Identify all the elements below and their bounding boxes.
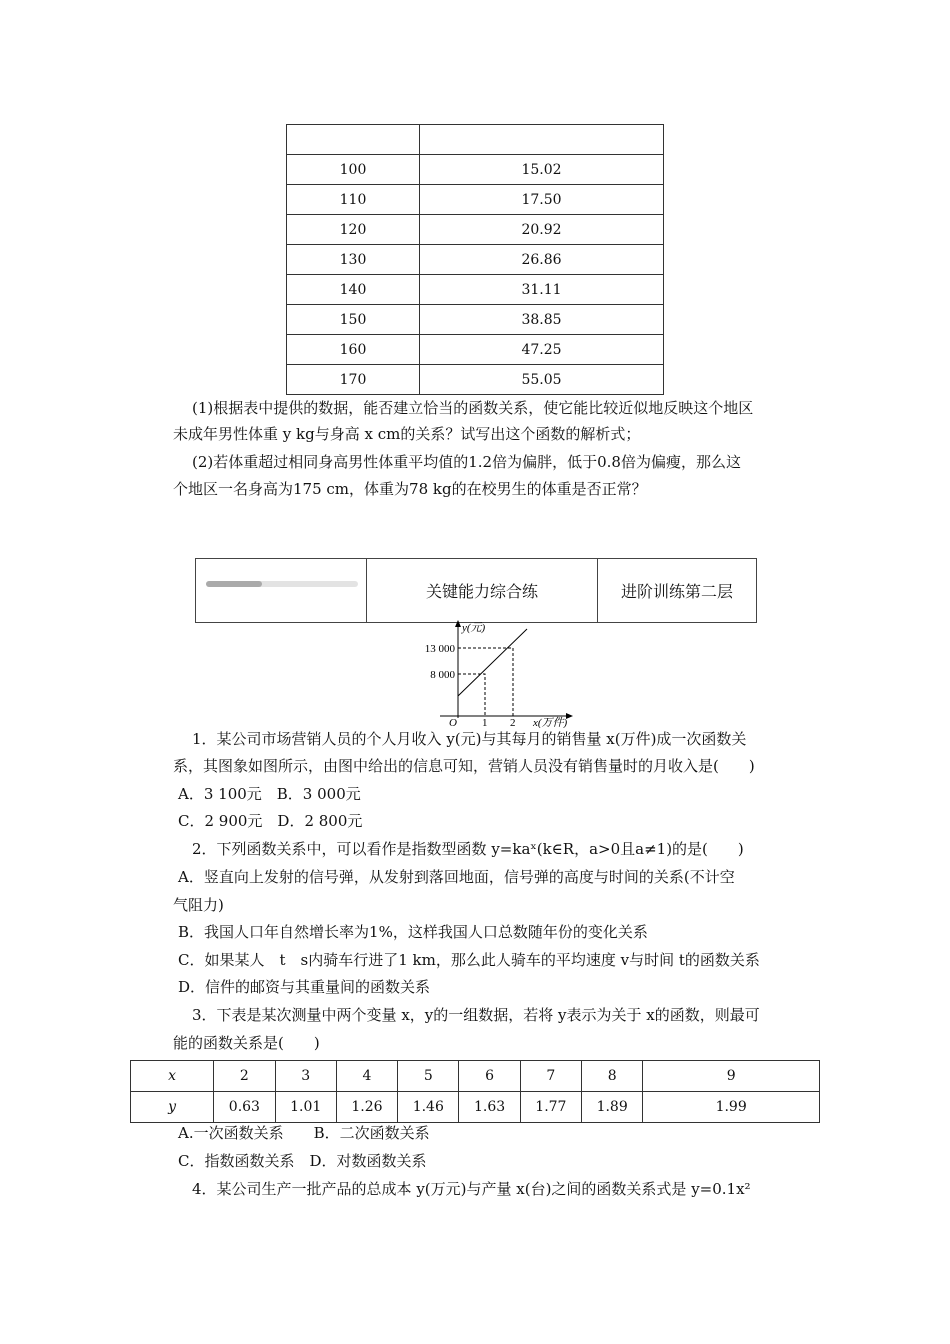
x-tick: 2 [510, 717, 516, 728]
height-weight-table [286, 124, 664, 395]
guide-lines [458, 648, 513, 716]
table-row [287, 125, 664, 155]
table-cell: 7 [520, 1061, 581, 1092]
table-cell [287, 125, 420, 155]
table-cell: x [131, 1061, 214, 1092]
option-line: A．3 100元 B．3 000元 [178, 785, 361, 803]
option-line: A．竖直向上发射的信号弹，从发射到落回地面，信号弹的高度与时间的关系(不计空 [178, 868, 735, 886]
table-cell: 1.99 [643, 1092, 820, 1123]
text-line: 2．下列函数关系中，可以看作是指数型函数 y=kaˣ(k∈R，a>0且a≠1)的是( ) [192, 840, 744, 858]
table-cell: 26.86 [420, 245, 664, 275]
table-cell: 120 [287, 215, 420, 245]
table-cell: 20.92 [420, 215, 664, 245]
table-row [131, 1092, 820, 1123]
table-cell: y [131, 1092, 214, 1123]
income-line [458, 629, 527, 696]
text-line: 个地区一名身高为175 cm，体重为78 kg的在校男生的体重是否正常？ [173, 480, 647, 498]
y-tick: 13 000 [424, 643, 455, 655]
xy-data-table [130, 1060, 820, 1123]
option-line: C．如果某人 t s内骑车行进了1 km，那么此人骑车的平均速度 v与时间 t的函数关系 [178, 951, 760, 969]
table-cell: 8 [582, 1061, 643, 1092]
table-row [287, 185, 664, 215]
table-cell: 1.77 [520, 1092, 581, 1123]
origin-label: O [449, 717, 457, 728]
option-line: C．指数函数关系 D．对数函数关系 [178, 1152, 427, 1170]
table-cell: 3 [275, 1061, 336, 1092]
text-line: 1．某公司市场营销人员的个人月收入 y(元)与其每月的销售量 x(万件)成一次函数关 [192, 730, 747, 748]
banner-level: 进阶训练第二层 [620, 582, 733, 601]
option-line: D．信件的邮资与其重量间的函数关系 [178, 978, 431, 996]
text-line: 4．某公司生产一批产品的总成本 y(万元)与产量 x(台)之间的函数关系式是 y=0.1x² [192, 1180, 751, 1198]
y-tick: 8 000 [430, 669, 455, 681]
table-cell: 47.25 [420, 335, 664, 365]
table-row [287, 305, 664, 335]
table-cell: 17.50 [420, 185, 664, 215]
table-cell: 1.26 [336, 1092, 397, 1123]
table-cell: 110 [287, 185, 420, 215]
table-row [287, 365, 664, 395]
y-axis-arrow [455, 620, 461, 627]
progress-cell [196, 559, 367, 622]
table-cell: 4 [336, 1061, 397, 1092]
table-cell: 1.46 [398, 1092, 459, 1123]
table-cell: 130 [287, 245, 420, 275]
table-cell: 150 [287, 305, 420, 335]
table-row [287, 245, 664, 275]
progress-bar [206, 581, 358, 587]
table-cell: 170 [287, 365, 420, 395]
text-line: 能的函数关系是( ) [173, 1034, 320, 1052]
table-cell [420, 125, 664, 155]
table-row [287, 215, 664, 245]
table-cell: 38.85 [420, 305, 664, 335]
table-cell: 9 [643, 1061, 820, 1092]
x-tick: 1 [482, 717, 488, 728]
table-cell: 31.11 [420, 275, 664, 305]
option-line: B．我国人口年自然增长率为1%，这样我国人口总数随年份的变化关系 [178, 923, 648, 941]
table-cell: 6 [459, 1061, 520, 1092]
text-line: (1)根据表中提供的数据，能否建立恰当的函数关系，使它能比较近似地反映这个地区 [192, 399, 754, 417]
table-row [287, 335, 664, 365]
x-label: x(万件) [533, 717, 568, 728]
option-line: A.一次函数关系 B．二次函数关系 [178, 1124, 430, 1142]
table-cell: 160 [287, 335, 420, 365]
text-line: 3．下表是某次测量中两个变量 x，y的一组数据，若将 y表示为关于 x的函数，则最可 [192, 1006, 760, 1024]
table-cell: 5 [398, 1061, 459, 1092]
option-line: 气阻力) [173, 896, 224, 914]
banner-title: 关键能力综合练 [367, 559, 598, 622]
option-line: C．2 900元 D．2 800元 [178, 812, 363, 830]
text-line: 未成年男性体重 y kg与身高 x cm的关系？试写出这个函数的解析式； [173, 425, 641, 443]
table-cell: 15.02 [420, 155, 664, 185]
table-cell: 2 [214, 1061, 275, 1092]
income-sales-graph [415, 618, 575, 728]
text-line: 系，其图象如图所示，由图中给出的信息可知，营销人员没有销售量时的月收入是( ) [173, 757, 755, 775]
table-row [131, 1061, 820, 1092]
y-label: y(元) [462, 622, 486, 634]
section-banner [195, 558, 757, 623]
table-cell: 0.63 [214, 1092, 275, 1123]
table-cell: 140 [287, 275, 420, 305]
table-cell: 55.05 [420, 365, 664, 395]
table-cell: 1.01 [275, 1092, 336, 1123]
table-row [287, 155, 664, 185]
text-line: (2)若体重超过相同身高男性体重平均值的1.2倍为偏胖，低于0.8倍为偏瘦，那么这 [192, 453, 741, 471]
table-row [287, 275, 664, 305]
table-cell: 100 [287, 155, 420, 185]
table-cell: 1.89 [582, 1092, 643, 1123]
table-cell: 1.63 [459, 1092, 520, 1123]
